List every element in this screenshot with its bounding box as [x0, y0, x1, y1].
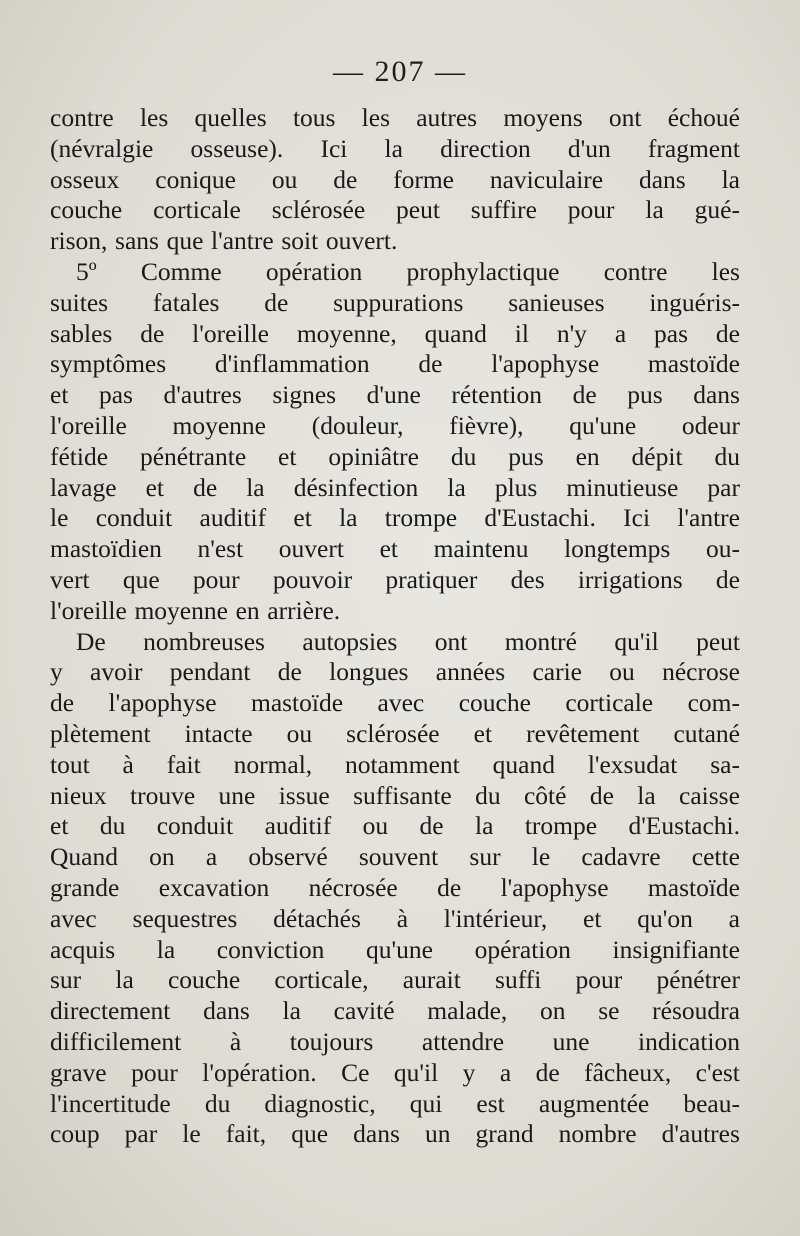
word: moyenne [134, 595, 228, 625]
word: opiniâtre [328, 441, 419, 471]
word: ou [286, 718, 313, 748]
word: de [715, 318, 740, 348]
word: lavage [50, 472, 117, 502]
word: de [418, 349, 443, 379]
word: un [424, 1119, 451, 1149]
word: Quand [50, 842, 118, 872]
word: on [539, 996, 566, 1026]
word: avec [377, 688, 425, 718]
word: qu'on [637, 903, 693, 933]
text-line [50, 473, 740, 504]
word: l'incertitude [50, 1088, 171, 1118]
word: que [291, 1119, 329, 1149]
word: et [293, 503, 312, 533]
word: la [475, 811, 494, 841]
word: qu'une [366, 934, 433, 964]
word: et [278, 441, 297, 471]
word: conviction [216, 934, 325, 964]
text-line [50, 349, 740, 380]
word: a [205, 842, 218, 872]
word: de [535, 1057, 560, 1087]
word: résoudra [652, 996, 740, 1026]
word: rison, [50, 226, 108, 256]
word: cette [691, 842, 740, 872]
word: cavité [333, 996, 395, 1026]
word: indication [638, 1026, 740, 1056]
word: suppurations [333, 287, 464, 317]
word: des [510, 564, 545, 594]
word: n'est [197, 534, 244, 564]
word: pratiquer [385, 564, 478, 594]
word: quand [492, 749, 555, 779]
word: rétention [451, 380, 543, 410]
word: suffisante [353, 780, 452, 810]
word: grave [50, 1057, 107, 1087]
word: contre [603, 256, 668, 286]
word: maintenu [433, 534, 529, 564]
word: la [115, 965, 134, 995]
word: montré [504, 626, 577, 656]
text-line [50, 534, 740, 565]
text-line [50, 811, 740, 842]
word: et [473, 718, 493, 748]
word: fait [166, 749, 201, 779]
text-line [50, 103, 740, 134]
word: carie [532, 657, 582, 687]
text-line [50, 226, 740, 257]
word: l'opération. [202, 1057, 317, 1087]
word: de [572, 380, 597, 410]
word: coup [50, 1119, 100, 1149]
word: caisse [679, 780, 740, 810]
text-line [50, 319, 740, 350]
word: sequestres [132, 903, 238, 933]
word: issue [278, 780, 330, 810]
word: insignifiante [612, 934, 740, 964]
word: a [614, 318, 627, 348]
text-line [50, 257, 740, 288]
word: toujours [289, 1026, 374, 1056]
word: fétide [50, 441, 109, 471]
text-line [50, 719, 740, 750]
text-line [50, 596, 740, 627]
word: osseux [50, 164, 120, 194]
word: de [437, 872, 462, 902]
word: trouve [130, 780, 196, 810]
word: dans [638, 164, 686, 194]
word: pour [192, 564, 240, 594]
word: l'intérieur, [443, 903, 548, 933]
word: naviculaire [489, 164, 604, 194]
word: osseuse). [190, 133, 284, 163]
text-line [50, 380, 740, 411]
word: la [721, 164, 740, 194]
word: le [531, 842, 551, 872]
word: la [645, 195, 664, 225]
word: symptômes [50, 349, 167, 379]
word: sclérosée [346, 718, 440, 748]
word: quand [424, 318, 487, 348]
word: qui [409, 1088, 443, 1118]
text-line [50, 657, 740, 688]
word: d'autres [661, 1119, 740, 1149]
text-line [50, 442, 740, 473]
word: signes [272, 380, 337, 410]
word: du [450, 441, 477, 471]
word: vert [50, 564, 90, 594]
word: pouvoir [272, 564, 353, 594]
word: du [99, 811, 126, 841]
text-line [50, 565, 740, 596]
word: tout [50, 749, 90, 779]
text-line [50, 842, 740, 873]
word: fâcheux, [584, 1057, 672, 1087]
word: plus [494, 472, 538, 502]
word: pus [508, 441, 544, 471]
word: sans [115, 226, 159, 256]
word: qu'il [393, 1057, 439, 1087]
word: fragment [647, 133, 740, 163]
word: on [149, 842, 175, 872]
text-line [50, 288, 740, 319]
word: Ici [320, 133, 348, 163]
word: y [462, 1057, 476, 1087]
text-line [50, 750, 740, 781]
word: moyens [503, 103, 583, 132]
text-line [50, 165, 740, 196]
word: et [145, 472, 165, 502]
text-line [50, 1027, 740, 1058]
word: mastoïde [250, 688, 344, 718]
word: couche [167, 965, 241, 995]
word: forme [393, 164, 454, 194]
word: ouvert [278, 534, 344, 564]
word: com- [687, 688, 740, 718]
word: notamment [345, 749, 460, 779]
word: attendre [421, 1026, 505, 1056]
word: suffire [470, 195, 537, 225]
word: les [139, 103, 169, 132]
word: d'autres [163, 380, 242, 410]
word: autres [416, 103, 478, 132]
text-line [50, 873, 740, 904]
word: pénétrer [656, 965, 740, 995]
word: et [50, 811, 69, 841]
word: d'inflammation [214, 349, 370, 379]
text-line [50, 195, 740, 226]
word: 5º [76, 256, 97, 286]
text-line [50, 904, 740, 935]
word: le [50, 503, 69, 533]
text-line [50, 1089, 740, 1120]
word: excavation [158, 872, 270, 902]
word: à [122, 749, 134, 779]
word: souvent [358, 842, 439, 872]
word: dans [353, 1119, 400, 1149]
text-line [50, 503, 740, 534]
word: les [361, 103, 390, 132]
word: mastoïde [647, 872, 740, 902]
word: conduit [156, 811, 234, 841]
word: (douleur, [311, 410, 404, 440]
word: de [50, 688, 75, 718]
word: mastoïdien [50, 534, 162, 564]
word: et [583, 903, 602, 933]
word: de [419, 811, 444, 841]
word: sur [50, 965, 82, 995]
word: nombreuses [143, 626, 265, 656]
text-line [50, 996, 740, 1027]
word: une [218, 780, 256, 810]
word: l'oreille [192, 318, 269, 348]
text-line [50, 411, 740, 442]
word: tous [292, 103, 336, 132]
word: Ce [341, 1057, 370, 1087]
word: la [447, 472, 466, 502]
word: fièvre), [449, 410, 524, 440]
word: intacte [184, 718, 253, 748]
word: corticale, [274, 965, 369, 995]
word: odeur [681, 410, 740, 440]
word: la [339, 503, 358, 533]
text-line [50, 935, 740, 966]
word: pénétrante [139, 441, 247, 471]
word: c'est [695, 1057, 740, 1087]
word: autopsies [302, 626, 398, 656]
word: n'y [556, 318, 587, 348]
word: pas [654, 318, 689, 348]
word: opération [474, 934, 571, 964]
word: soit [281, 226, 319, 256]
word: peut [396, 195, 440, 225]
word: nécrose [662, 657, 740, 687]
word: De [76, 626, 106, 656]
word: du [714, 441, 740, 471]
word: auditif [264, 811, 332, 841]
word: années [435, 657, 506, 687]
word: longtemps [564, 534, 671, 564]
word: ou- [705, 534, 740, 564]
word: aurait [402, 965, 461, 995]
word: est [476, 1088, 505, 1118]
word: contre [50, 103, 114, 132]
word: nieux [50, 780, 107, 810]
word: normal, [233, 749, 313, 779]
word: sclérosée [271, 195, 366, 225]
word: couche [50, 195, 123, 225]
word: la [246, 472, 265, 502]
word: qu'une [569, 410, 637, 440]
word: pus [627, 380, 663, 410]
word: par [124, 1119, 158, 1149]
word: pour [575, 965, 623, 995]
word: couche [458, 688, 531, 718]
word: d'une [366, 380, 421, 410]
text-line [50, 965, 740, 996]
word: augmentée [538, 1088, 650, 1118]
word: désinfection [293, 472, 419, 502]
word: l'antre [211, 226, 274, 256]
word: mastoïde [647, 349, 740, 379]
word: a [499, 1057, 512, 1087]
word: moyenne, [296, 318, 397, 348]
word: grand [475, 1119, 534, 1149]
word: pour [131, 1057, 178, 1087]
word: minutieuse [566, 472, 679, 502]
text-line [50, 688, 740, 719]
text-line [50, 1058, 740, 1089]
word: conduit [95, 503, 173, 533]
word: acquis [50, 934, 116, 964]
word: arrière. [267, 595, 341, 625]
word: la [156, 934, 176, 964]
text-line [50, 134, 740, 165]
word: avec [50, 903, 97, 933]
word: pendant [169, 657, 251, 687]
word: plètement [50, 718, 151, 748]
word: dépit [631, 441, 683, 471]
word: de [589, 780, 614, 810]
word: l'oreille [50, 595, 127, 625]
word: ou [609, 657, 635, 687]
word: gué- [694, 195, 740, 225]
word: à [229, 1026, 242, 1056]
word: ou [271, 164, 298, 194]
word: l'apophyse [500, 872, 609, 902]
word: auditif [199, 503, 267, 533]
word: cutané [673, 718, 740, 748]
word: difficilement [50, 1026, 182, 1056]
word: prophylactique [406, 256, 560, 286]
word: la [637, 780, 656, 810]
word: en [235, 595, 260, 625]
word: de [140, 318, 165, 348]
word: ont [434, 626, 468, 656]
word: direction [440, 133, 531, 163]
word: l'apophyse [491, 349, 600, 379]
word: beau- [683, 1088, 740, 1118]
word: trompe [524, 811, 598, 841]
word: dans [693, 380, 740, 410]
word: peut [696, 626, 740, 656]
body-text [50, 103, 740, 1150]
word: le [182, 1119, 201, 1149]
word: Comme [140, 256, 222, 286]
word: nécrosée [308, 872, 398, 902]
word: corticale [565, 688, 654, 718]
word: inguéris- [649, 287, 740, 317]
word: fait, [225, 1119, 267, 1149]
word: échoué [667, 103, 740, 132]
page-number: — 207 — [333, 55, 467, 88]
word: moyenne [172, 410, 267, 440]
word: irrigations [577, 564, 683, 594]
word: l'exsudat [587, 749, 678, 779]
word: cadavre [581, 842, 661, 872]
word: d'un [567, 133, 611, 163]
word: et [379, 534, 398, 564]
word: la [384, 133, 403, 163]
word: que [166, 226, 204, 256]
word: sables [50, 318, 113, 348]
word: nombre [558, 1119, 637, 1149]
text-line [50, 1119, 740, 1150]
word: ouvert. [325, 226, 398, 256]
word: du [475, 780, 501, 810]
word: corticale [153, 195, 241, 225]
word: par [707, 472, 740, 502]
word: sanieuses [508, 287, 605, 317]
word: côté [523, 780, 567, 810]
word: ou [362, 811, 389, 841]
word: de [264, 287, 289, 317]
word: suffi [495, 965, 542, 995]
word: revêtement [526, 718, 640, 748]
word: fatales [152, 287, 220, 317]
word: trompe [384, 503, 458, 533]
word: de [715, 564, 740, 594]
word: opération [265, 256, 363, 286]
text-line [50, 781, 740, 812]
word: détachés [273, 903, 361, 933]
word: se [598, 996, 620, 1026]
word: a [728, 903, 740, 933]
word: pas [98, 380, 133, 410]
word: d'Eustachi. [484, 503, 596, 533]
word: suites [50, 287, 109, 317]
word: (névralgie [50, 133, 154, 163]
word: l'apophyse [108, 688, 217, 718]
word: sur [469, 842, 501, 872]
word: que [122, 564, 160, 594]
word: malade, [427, 996, 508, 1026]
word: les [711, 256, 740, 286]
word: longues [329, 657, 409, 687]
word: une [552, 1026, 590, 1056]
word: y [50, 657, 63, 687]
word: quelles [194, 103, 267, 132]
word: observé [248, 842, 328, 872]
word: avoir [90, 657, 143, 687]
word: sa- [710, 749, 740, 779]
word: la [282, 996, 301, 1026]
word: à [396, 903, 409, 933]
word: l'antre [677, 503, 740, 533]
word: en [575, 441, 600, 471]
word: Ici [623, 503, 651, 533]
word: d'Eustachi. [628, 811, 740, 841]
word: de [333, 164, 358, 194]
word: de [193, 472, 218, 502]
text-line [50, 627, 740, 658]
word: et [50, 380, 69, 410]
word: conique [155, 164, 236, 194]
word: de [277, 657, 302, 687]
word: ont [608, 103, 642, 132]
word: il [514, 318, 529, 348]
word: l'oreille [50, 410, 127, 440]
word: du [204, 1088, 231, 1118]
word: pour [567, 195, 615, 225]
word: diagnostic, [264, 1088, 376, 1118]
word: dans [203, 996, 250, 1026]
word: directement [50, 996, 171, 1026]
word: grande [50, 872, 120, 902]
word: qu'il [614, 626, 659, 656]
